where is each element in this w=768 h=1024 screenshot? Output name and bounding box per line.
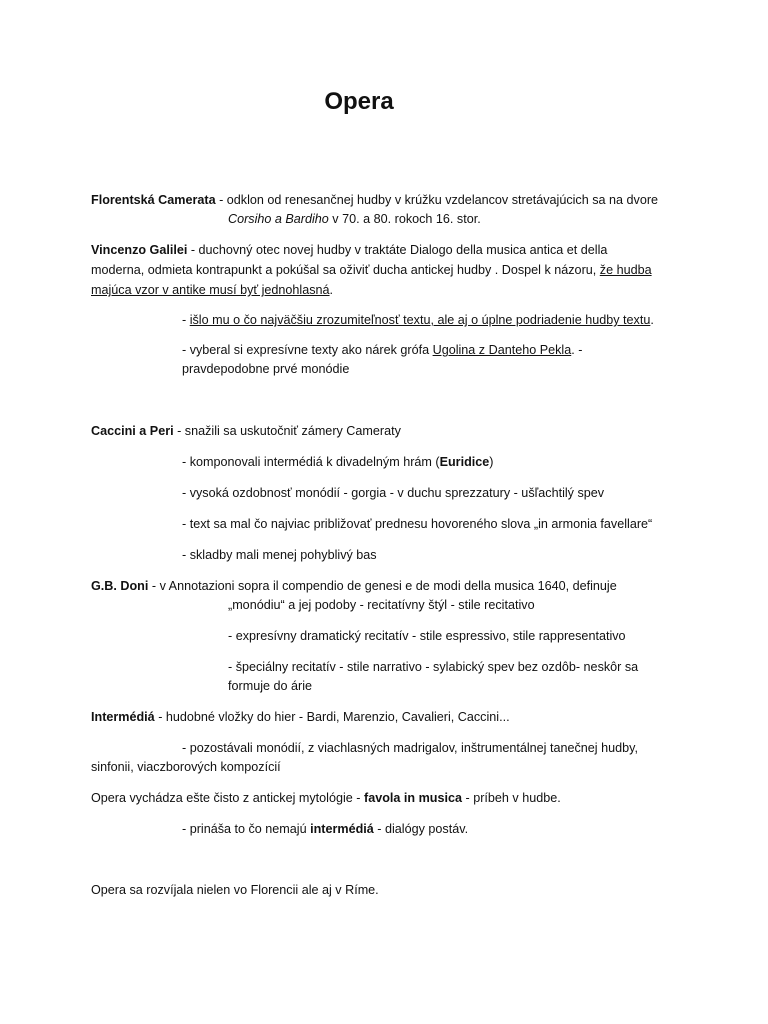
camerata-line-2 [228,209,481,229]
opera-myth-text: Opera vychádza ešte čisto z antickej mytológie - [91,791,364,805]
intermedia-term: Intermédiá [91,710,155,724]
point-text: - komponovali intermédiá k divadelným hrám ( [182,455,440,469]
galilei-underline-1: že hudba [599,263,652,277]
galilei-line-3 [91,280,333,300]
point-end: - dialógy postáv. [373,822,469,836]
galilei-underline-2: majúca vzor v antike musí byť jednohlasná [91,283,330,297]
intermedia-point-line-1: - pozostávali monódií, z viachlasných madrigalov, inštrumentálnej tanečnej hudby, [182,741,638,755]
caccini-point-2: - vysoká ozdobnosť monódií - gorgia - v duchu sprezzatury - ušľachtilý spev [182,486,605,500]
doni-point-1: - expresívny dramatický recitatív - stile espressivo, stile rappresentativo [228,629,626,643]
doni-text: - v Annotazioni sopra il compendio de genesi e de modi della musica 1640, definuje [148,579,617,593]
camerata-term: Florentská Camerata [91,193,216,207]
galilei-text-1: - duchovný otec novej hudby v traktáte Dialogo della musica antica et della [187,243,608,257]
galilei-point-2-line-2: pravdepodobne prvé monódie [182,362,350,376]
galilei-text-2: moderna, odmieta kontrapunkt a pokúšal sa oživiť ducha antickej hudby . Dospel k názoru, [91,263,600,277]
galilei-period: . [329,283,334,297]
caccini-point-3: - text sa mal čo najviac približovať prednesu hovoreného slova „in armonia favellare“ [182,517,653,531]
euridice-term: Euridice [439,455,490,469]
point-2-end: . - [571,343,583,357]
caccini-peri-line [91,421,401,441]
intermedia-text: - hudobné vložky do hier - Bardi, Marenzio, Cavalieri, Caccini... [154,710,510,724]
point-2-text: - vyberal si expresívne texty ako nárek grófa [182,343,433,357]
camerata-line-1 [91,190,658,210]
ugolino-underline: Ugolina z Danteho Pekla [432,343,572,357]
point-text: - prináša to čo nemajú [182,822,311,836]
doni-line-1 [91,576,617,596]
doni-term: G.B. Doni [91,579,149,593]
intermedia-line [91,707,510,727]
page-title: Opera [324,88,394,115]
favola-term: favola in musica [364,791,462,805]
caccini-peri-text: - snažili sa uskutočniť zámery Cameraty [173,424,401,438]
doni-point-2-line-1: - špeciálny recitatív - stile narrativo - sylabický spev bez ozdôb- neskôr sa [228,660,639,674]
galilei-line-2 [91,260,652,280]
caccini-point-4: - skladby mali menej pohyblivý bas [182,548,377,562]
period: . [650,313,654,327]
opera-myth-line [91,788,561,808]
intermedia-term-2: intermédiá [310,822,374,836]
galilei-point-1 [182,310,654,330]
galilei-point-2-line-1 [182,340,582,360]
intermedia-point-line-2: sinfonii, viaczborových kompozícií [91,760,281,774]
opera-rome-line: Opera sa rozvíjala nielen vo Florencii ale aj v Ríme. [91,883,379,897]
caccini-peri-term: Caccini a Peri [91,424,174,438]
opera-myth-end: - príbeh v hudbe. [462,791,561,805]
opera-myth-point [182,819,468,839]
doni-point-2-line-2: formuje do árie [228,679,312,693]
doni-line-2: „monódiu“ a jej podoby - recitatívny štýl - stile recitativo [228,598,535,612]
camerata-text: - odklon od renesančnej hudby v krúžku vzdelancov stretávajúcich sa na dvore [215,193,659,207]
dash: - [182,313,190,327]
caccini-point-1 [182,452,493,472]
paren: ) [489,455,494,469]
camerata-place: Corsiho a Bardiho [228,212,329,226]
galilei-point-1-underline: išlo mu o čo najväčšiu zrozumiteľnosť textu, ale aj o úplne podriadenie hudby textu [189,313,651,327]
camerata-date: v 70. a 80. rokoch 16. stor. [328,212,481,226]
galilei-line-1 [91,240,607,260]
galilei-term: Vincenzo Galilei [91,243,188,257]
